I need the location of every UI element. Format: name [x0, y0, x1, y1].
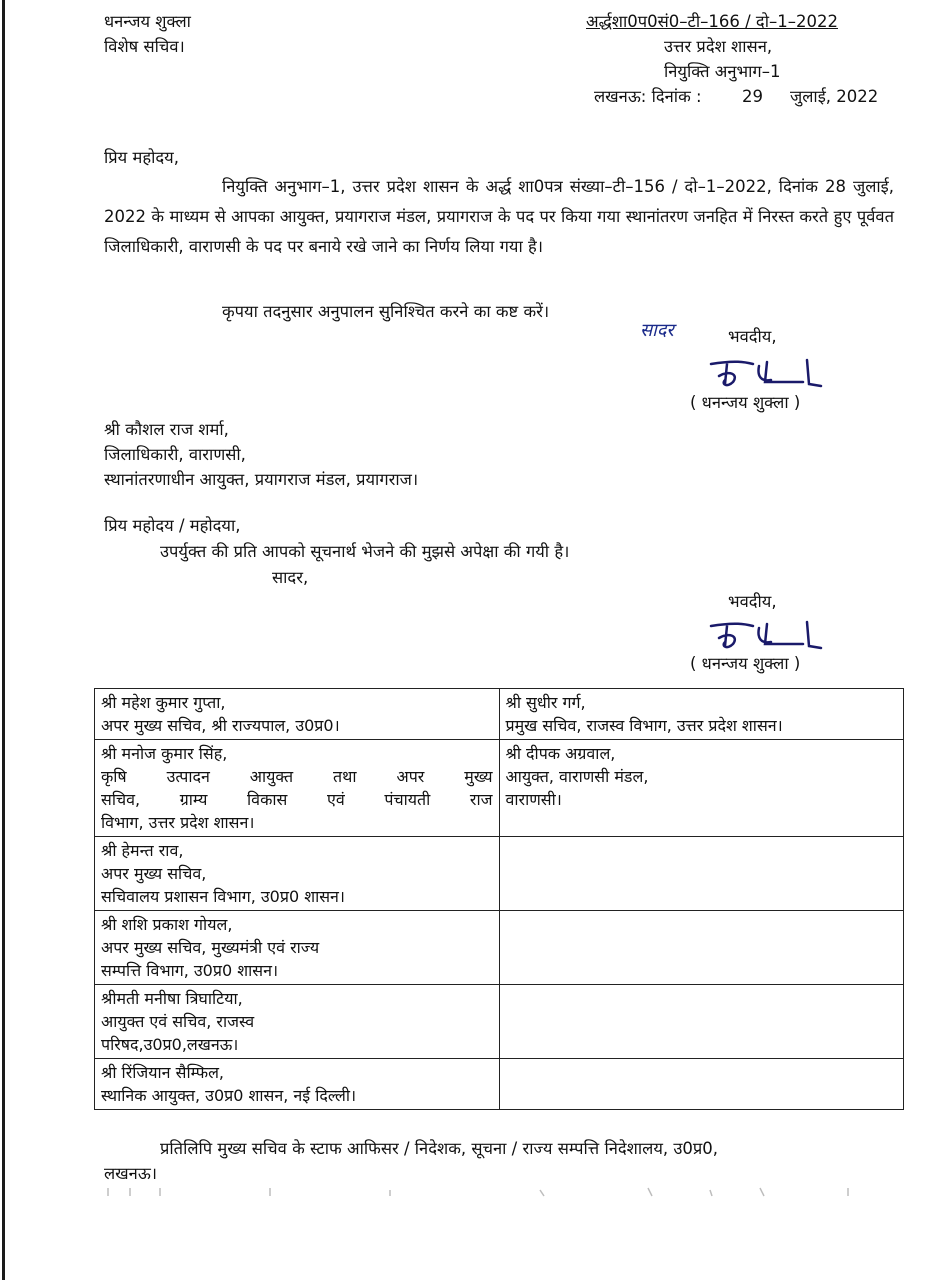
table-row — [95, 837, 904, 911]
bleed-through-marks — [100, 1186, 860, 1198]
recipient-designation: स्थानिक आयुक्त, उ0प्र0 शासन, नई दिल्ली। — [101, 1086, 357, 1105]
distribution-table — [94, 688, 904, 1110]
closing-2: भवदीय, — [728, 592, 777, 611]
sender-name: धनन्जय शुक्ला — [104, 12, 191, 31]
salutation-2: प्रिय महोदय / महोदया, — [104, 516, 241, 535]
date-month-year: जुलाई, 2022 — [790, 87, 879, 106]
recipient-designation: अपर मुख्य सचिव, मुख्यमंत्री एवं राज्य — [101, 938, 320, 957]
recipient-cell — [499, 689, 904, 740]
empty-cell — [499, 1059, 904, 1110]
recipient-name: श्री दीपक अग्रवाल, — [505, 744, 616, 763]
closing: भवदीय, — [728, 327, 777, 346]
recipient-cell — [95, 740, 500, 837]
request-line: कृपया तदनुसार अनुपालन सुनिश्चित करने का कष्ट करें। — [222, 302, 550, 321]
recipient-designation: अपर मुख्य सचिव, — [101, 864, 207, 883]
office-section: नियुक्ति अनुभाग–1 — [664, 62, 781, 81]
recipient-designation: वाराणसी। — [505, 790, 562, 809]
date-day: 29 — [742, 87, 763, 106]
addressee-name: श्री कौशल राज शर्मा, — [104, 420, 229, 439]
recipient-cell — [499, 740, 904, 837]
recipient-designation: कृषि उत्पादन आयुक्त तथा अपर मुख्य — [101, 767, 493, 786]
regards: सादर, — [272, 568, 309, 587]
recipient-designation: परिषद,उ0प्र0,लखनऊ। — [101, 1035, 239, 1054]
date-label: लखनऊ: दिनांक : — [594, 87, 702, 106]
recipient-designation: सचिवालय प्रशासन विभाग, उ0प्र0 शासन। — [101, 887, 345, 906]
recipient-name: श्रीमती मनीषा त्रिघाटिया, — [101, 989, 243, 1008]
recipient-name: श्री हेमन्त राव, — [101, 841, 184, 860]
signatory-name: ( धनन्जय शुक्ला ) — [690, 393, 801, 412]
letter-body-text: नियुक्ति अनुभाग–1, उत्तर प्रदेश शासन के अर्द्ध शा0पत्र संख्या–टी–156 / दो–1–2022, दिनांक 28 जुलाई, 2022 के माध्यम से आपका आयुक्त, प्रयागराज मंडल, प्रयागराज के पद पर किया गया स्थानांतरण जनहित में निरस्त करते हुए पूर्ववत जिलाधिकारी, वाराणसी के पद पर बनाये रखे जाने का निर्णय लिया गया है। — [104, 177, 894, 256]
handwritten-note: सादर — [640, 320, 674, 341]
recipient-designation: सचिव, ग्राम्य विकास एवं पंचायती राज — [101, 790, 493, 809]
recipient-cell — [95, 689, 500, 740]
addressee-transfer: स्थानांतरणाधीन आयुक्त, प्रयागराज मंडल, प्रयागराज। — [104, 470, 419, 489]
empty-cell — [499, 837, 904, 911]
letter-body — [104, 172, 894, 262]
signature-image-2 — [705, 618, 825, 652]
recipient-name: श्री मनोज कुमार सिंह, — [101, 744, 228, 763]
salutation: प्रिय महोदय, — [104, 148, 179, 167]
recipient-name: श्री रिंजियान सैम्फिल, — [101, 1063, 225, 1082]
recipient-designation: विभाग, उत्तर प्रदेश शासन। — [101, 813, 255, 832]
office-name: उत्तर प्रदेश शासन, — [664, 37, 773, 56]
copy-note: प्रतिलिपि मुख्य सचिव के स्टाफ आफिसर / निदेशक, सूचना / राज्य सम्पत्ति निदेशालय, उ0प्र0, — [160, 1139, 719, 1158]
empty-cell — [499, 911, 904, 985]
table-row — [95, 985, 904, 1059]
recipient-designation: आयुक्त, वाराणसी मंडल, — [505, 767, 649, 786]
recipient-cell — [95, 911, 500, 985]
table-row — [95, 1059, 904, 1110]
addressee-designation: जिलाधिकारी, वाराणसी, — [104, 445, 246, 464]
sender-designation: विशेष सचिव। — [104, 37, 185, 56]
recipient-name: श्री सुधीर गर्ग, — [505, 693, 586, 712]
table-row — [95, 689, 904, 740]
signatory-name-2: ( धनन्जय शुक्ला ) — [690, 654, 801, 673]
signature-image — [705, 356, 825, 390]
recipient-designation: सम्पत्ति विभाग, उ0प्र0 शासन। — [101, 961, 279, 980]
recipient-cell — [95, 1059, 500, 1110]
recipient-cell — [95, 837, 500, 911]
recipient-designation: आयुक्त एवं सचिव, राजस्व — [101, 1012, 255, 1031]
recipient-designation: प्रमुख सचिव, राजस्व विभाग, उत्तर प्रदेश शासन। — [505, 716, 783, 735]
table-row — [95, 740, 904, 837]
reference-number: अर्द्धशा0प0सं0–टी–166 / दो–1–2022 — [586, 12, 838, 31]
empty-cell — [499, 985, 904, 1059]
copy-note-city: लखनऊ। — [104, 1164, 158, 1183]
recipient-designation: अपर मुख्य सचिव, श्री राज्यपाल, उ0प्र0। — [101, 716, 340, 735]
table-row — [95, 911, 904, 985]
scan-edge — [2, 0, 5, 1280]
forwarding-text: उपर्युक्त की प्रति आपको सूचनार्थ भेजने की मुझसे अपेक्षा की गयी है। — [160, 542, 570, 561]
recipient-cell — [95, 985, 500, 1059]
recipient-name: श्री महेश कुमार गुप्ता, — [101, 693, 226, 712]
recipient-name: श्री शशि प्रकाश गोयल, — [101, 915, 233, 934]
